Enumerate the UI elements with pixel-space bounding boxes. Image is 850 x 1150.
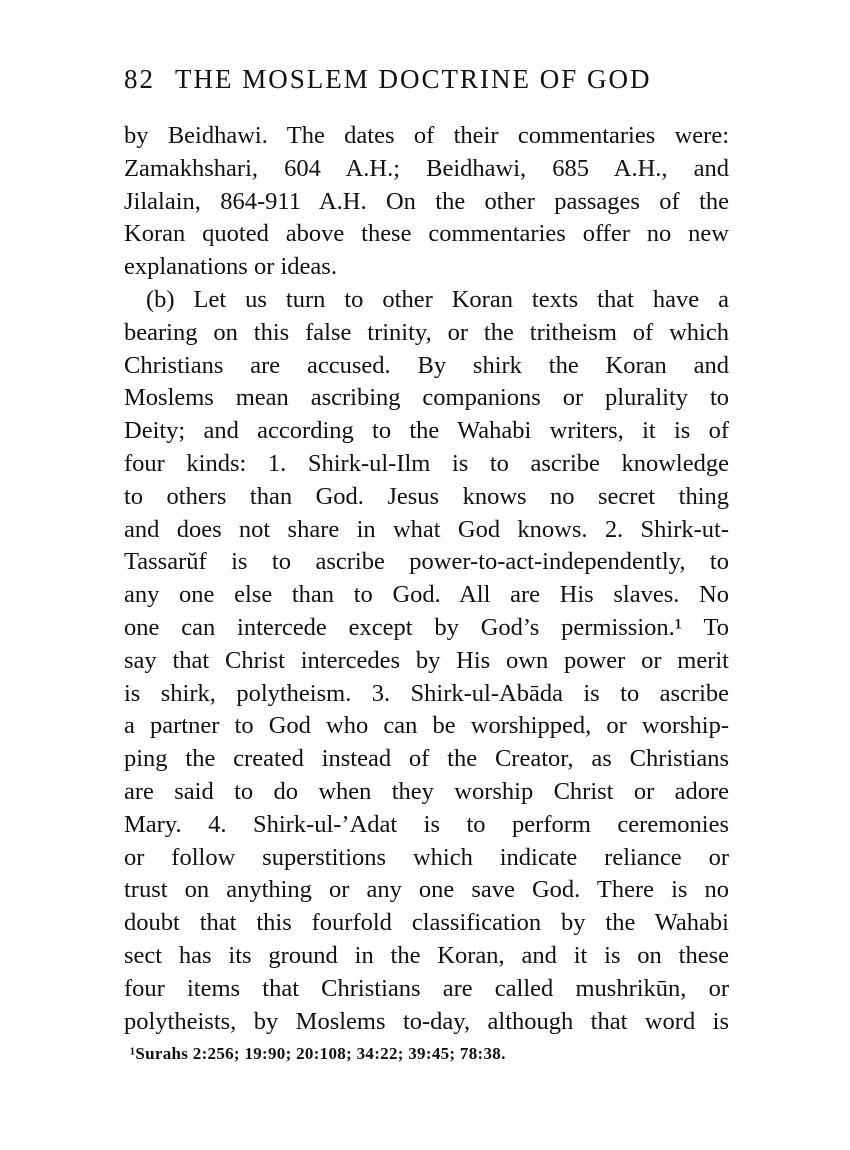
text-line: Mary. 4. Shirk-ul-’Adat is to perform ceremonies — [124, 810, 729, 838]
text-line: Tassarŭf is to ascribe power-to-act-independently, to — [124, 548, 729, 576]
text-line: or follow superstitions which indicate reliance or — [124, 843, 729, 871]
text-line: four kinds: 1. Shirk-ul-Ilm is to ascribe knowledge — [124, 449, 729, 477]
text-line: polytheists, by Moslems to-day, although that word is — [124, 1007, 729, 1035]
text-line: Christians are accused. By shirk the Koran and — [124, 351, 729, 379]
text-line: doubt that this fourfold classification by the Wahabi — [124, 909, 729, 937]
text-line: four items that Christians are called mushrikūn, or — [124, 974, 729, 1002]
text-line: any one else than to God. All are His slaves. No — [124, 581, 729, 609]
body-text — [124, 120, 729, 1038]
text-line: one can intercede except by God’s permission.¹ To — [124, 613, 729, 641]
running-head — [124, 64, 744, 95]
text-line: trust on anything or any one save God. There is no — [124, 876, 729, 904]
text-line: to others than God. Jesus knows no secret thing — [124, 482, 729, 510]
text-line: Deity; and according to the Wahabi writers, it is of — [124, 417, 729, 445]
text-line: ping the created instead of the Creator, as Christians — [124, 745, 729, 773]
text-line: explanations or ideas. — [124, 253, 337, 281]
text-line: and does not share in what God knows. 2. Shirk-ut- — [124, 515, 729, 543]
text-line: Moslems mean ascribing companions or plurality to — [124, 384, 729, 412]
running-title: THE MOSLEM DOCTRINE OF GOD — [175, 64, 652, 94]
text-line: is shirk, polytheism. 3. Shirk-ul-Abāda is to ascribe — [124, 679, 729, 707]
text-line: a partner to God who can be worshipped, or worship- — [124, 712, 729, 740]
text-line: are said to do when they worship Christ or adore — [124, 777, 729, 805]
text-line: Jilalain, 864-911 A.H. On the other passages of the — [124, 187, 729, 215]
text-line: Zamakhshari, 604 A.H.; Beidhawi, 685 A.H., and — [124, 154, 729, 182]
text-line: sect has its ground in the Koran, and it is on these — [124, 941, 729, 969]
text-line: (b) Let us turn to other Koran texts that have a — [146, 285, 729, 313]
text-line: by Beidhawi. The dates of their commentaries were: — [124, 122, 729, 149]
text-line: say that Christ intercedes by His own power or merit — [124, 646, 729, 674]
text-line: bearing on this false trinity, or the tritheism of which — [124, 318, 729, 346]
text-line: Koran quoted above these commentaries offer no new — [124, 220, 729, 248]
footnote: ¹Surahs 2:256; 19:90; 20:108; 34:22; 39:45; 78:38. — [130, 1044, 506, 1063]
page-number: 82 — [124, 64, 155, 94]
